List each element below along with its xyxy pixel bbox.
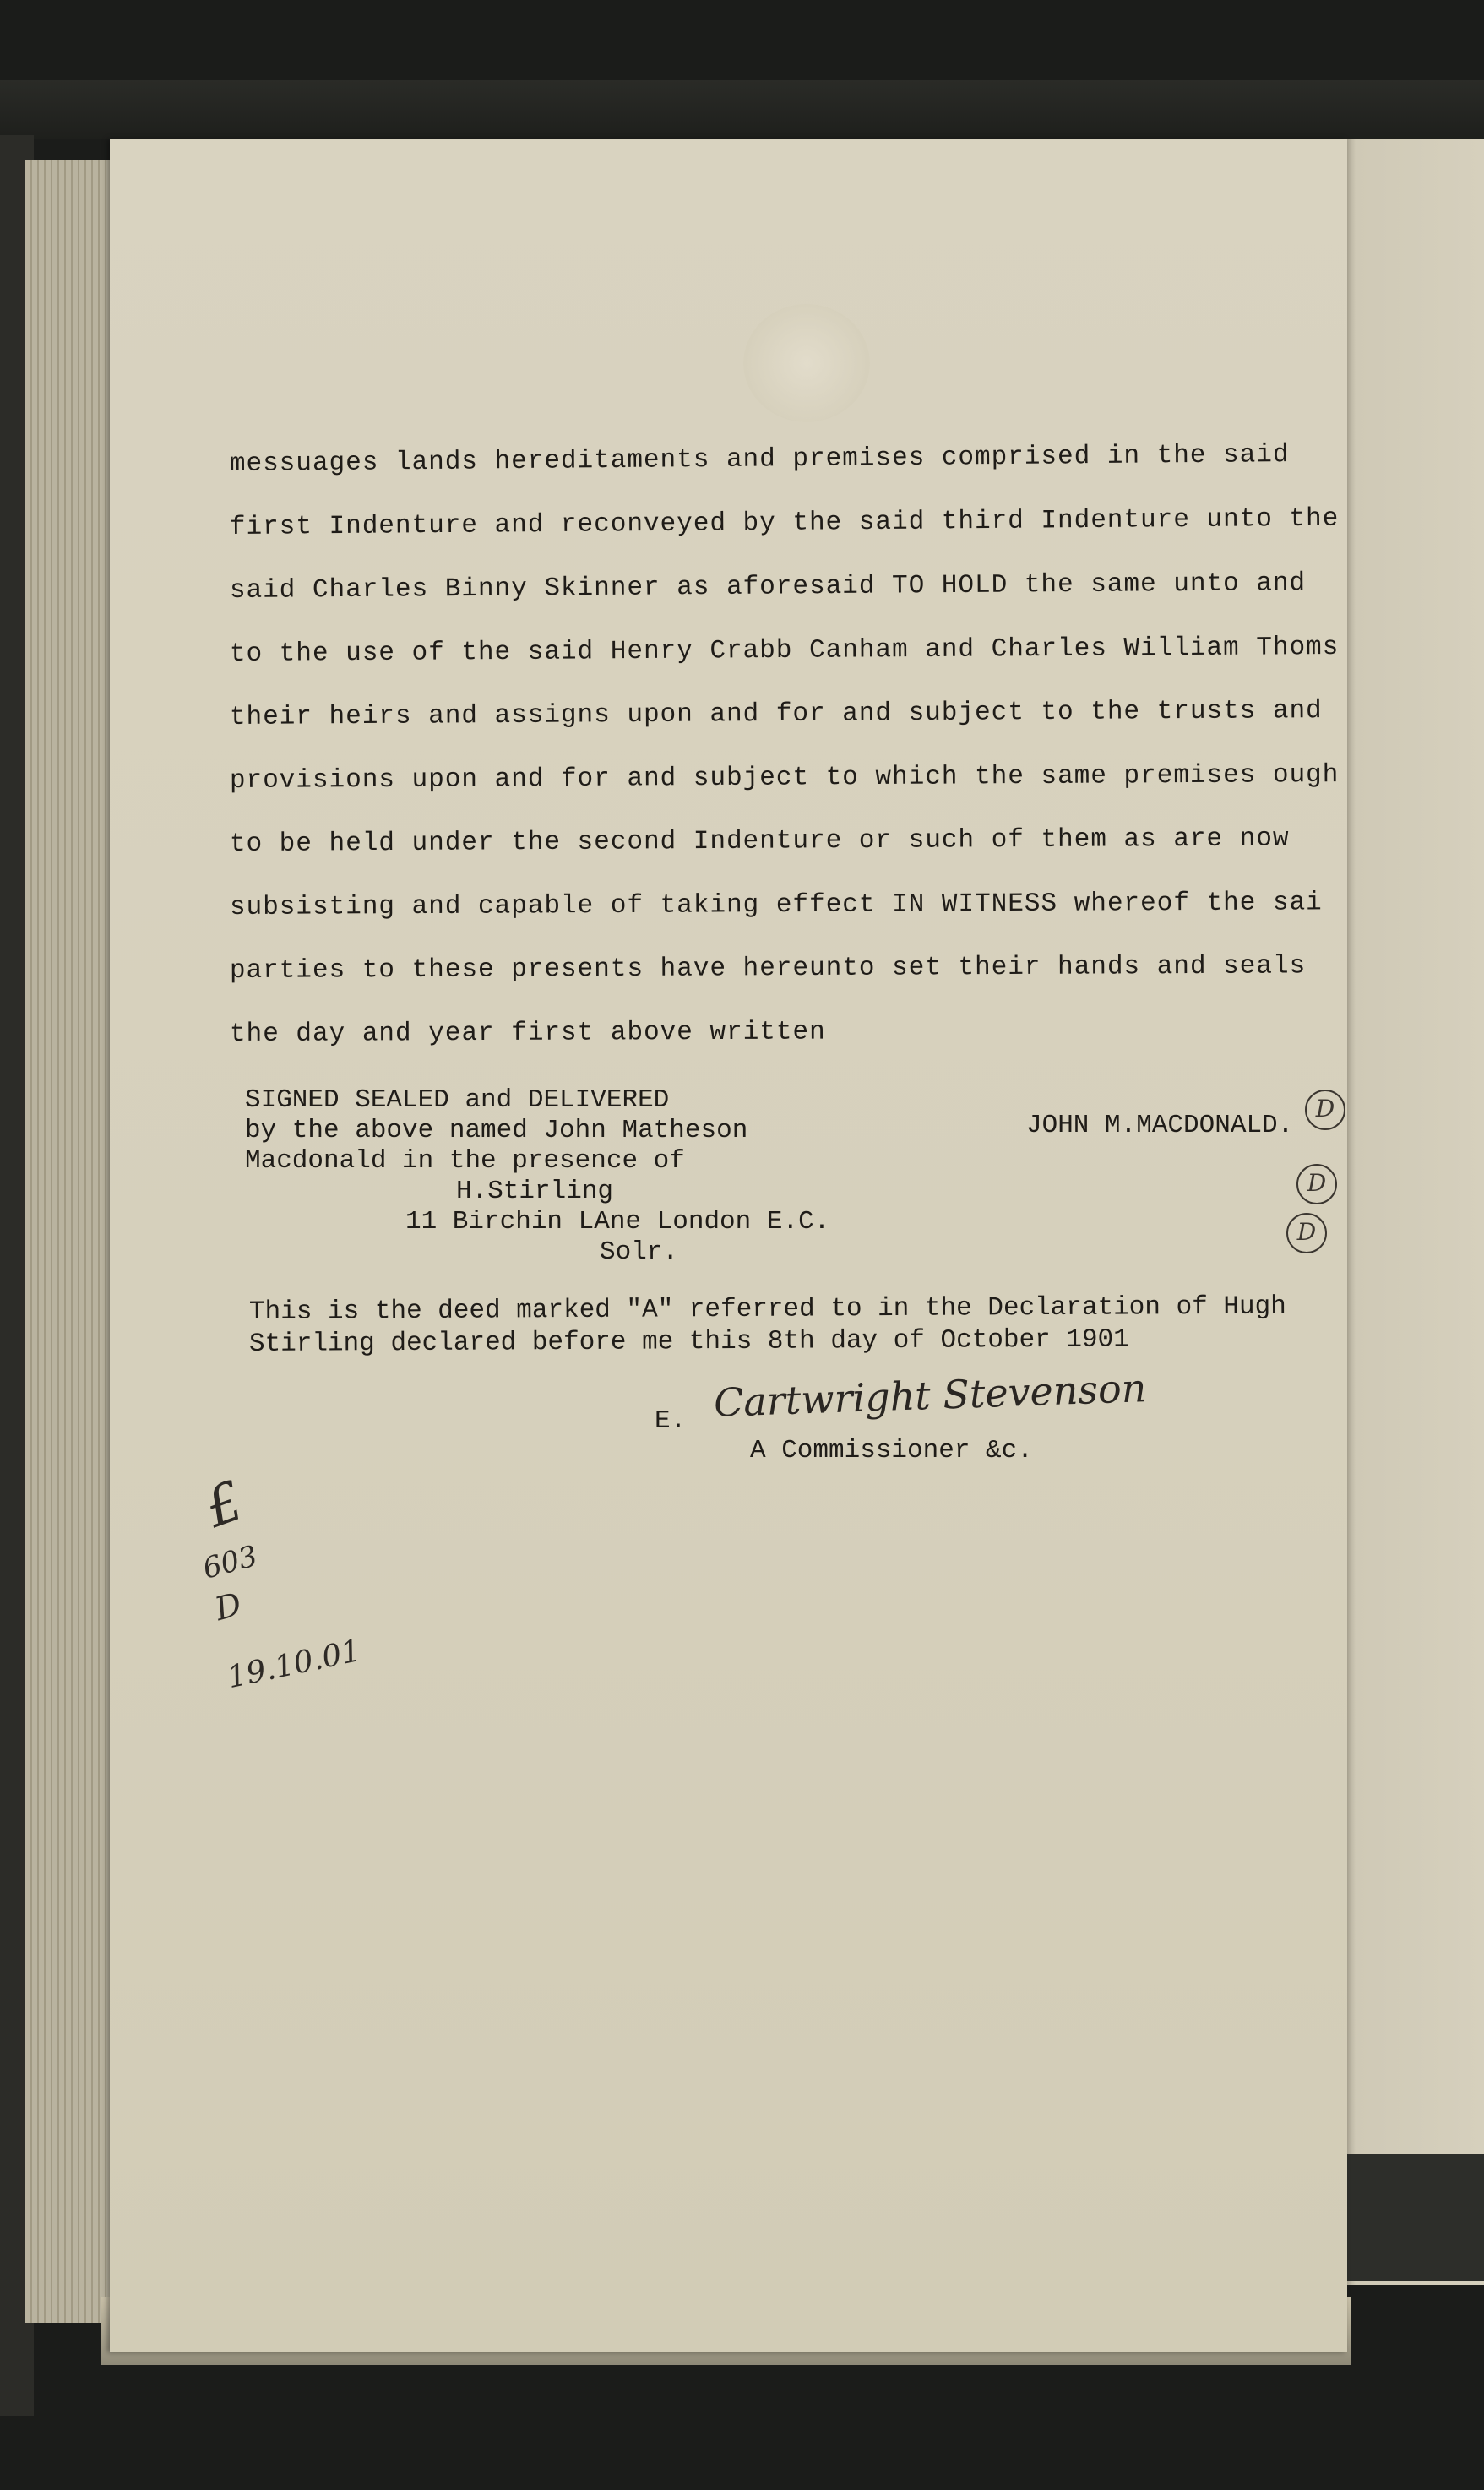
commissioner-initial: E. [655, 1406, 687, 1436]
body-line: said Charles Binny Skinner as aforesaid TO HOLD the same unto and [229, 568, 1307, 606]
commissioner-signature: Cartwright Stevenson [713, 1365, 1148, 1426]
attestation-line: Macdonald in the presence of [245, 1146, 685, 1176]
signatory-name: JOHN M.MACDONALD. [1026, 1111, 1294, 1140]
body-line: parties to these presents have hereunto set their hands and seals [229, 951, 1307, 986]
page-stack-left [25, 160, 118, 2323]
body-line: to be held under the second Indenture or such of them as are now [229, 824, 1290, 859]
margin-note-pound: £ [197, 1470, 252, 1541]
body-line: to the use of the said Henry Crabb Canham and Charles William Thoms [229, 632, 1340, 669]
body-line: provisions upon and for and subject to which the same premises ough [229, 760, 1340, 796]
seal-mark-icon: D [1305, 1090, 1345, 1130]
witness-name: H.Stirling [456, 1177, 614, 1206]
margin-note-date: 19.10.01 [224, 1633, 364, 1696]
body-line: subsisting and capable of taking effect IN WITNESS whereof the sai [229, 888, 1323, 922]
body-line: first Indenture and reconveyed by the said third Indenture unto the [229, 503, 1340, 542]
margin-note-number: 603 [198, 1539, 261, 1586]
witness-address: 11 Birchin LAne London E.C. [405, 1207, 830, 1237]
margin-note-initial: D [210, 1585, 246, 1628]
book-cover-corner [1343, 2154, 1484, 2281]
witness-title: Solr. [600, 1237, 679, 1267]
body-line: messuages lands hereditaments and premises comprised in the said [229, 440, 1290, 479]
declaration-line: Stirling declared before me this 8th day of October 1901 [248, 1324, 1129, 1359]
declaration-text [248, 1291, 1364, 1361]
book-binding-top [0, 80, 1484, 139]
deed-body-text [230, 439, 1345, 1073]
embossed-seal-icon [743, 304, 870, 422]
seal-mark-icon: D [1286, 1213, 1327, 1253]
seal-mark-icon: D [1296, 1164, 1337, 1204]
body-line: the day and year first above written [229, 1017, 826, 1049]
commissioner-title: A Commissioner &c. [750, 1436, 1033, 1465]
body-line: their heirs and assigns upon and for and subject to the trusts and [229, 696, 1323, 732]
attestation-line: by the above named John Matheson [245, 1116, 748, 1145]
attestation-line: SIGNED SEALED and DELIVERED [245, 1085, 670, 1115]
declaration-line: This is the deed marked "A" referred to in the Declaration of Hugh [248, 1291, 1286, 1327]
facing-page-right [1330, 139, 1484, 2285]
